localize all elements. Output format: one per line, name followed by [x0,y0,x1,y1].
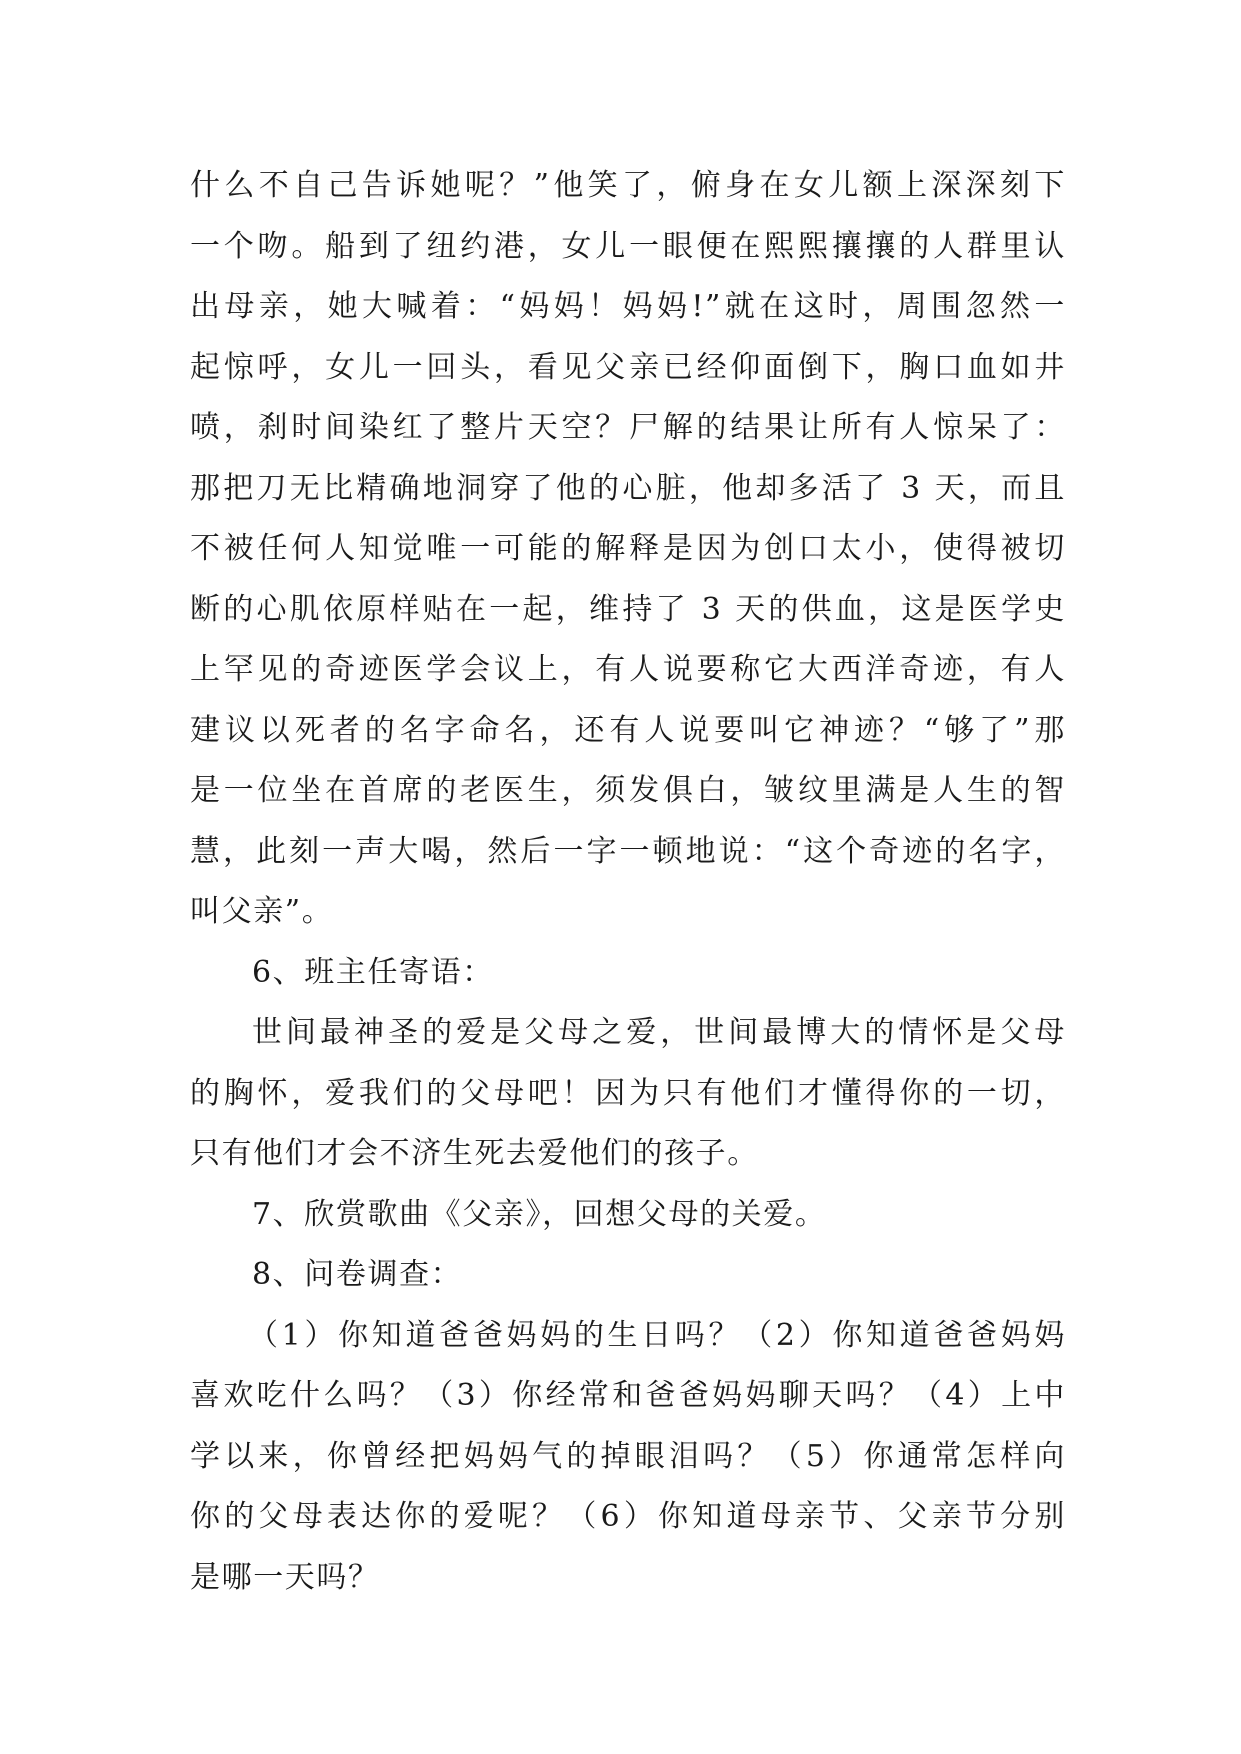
paragraph-line: 的胸怀，爱我们的父母吧！因为只有他们才懂得你的一切， [190,1075,1066,1111]
paragraph-line: 你的父母表达你的爱呢？（6）你知道母亲节、父亲节分别 [190,1499,1066,1534]
paragraph-line: 那把刀无比精确地洞穿了他的心脏，他却多活了 3 天，而且 [190,470,1066,506]
paragraph-line: 喜欢吃什么吗？（3）你经常和爸爸妈妈聊天吗？（4）上中 [190,1378,1066,1413]
paragraph-line: 起惊呼，女儿一回头，看见父亲已经仰面倒下，胸口血如井 [190,349,1066,385]
paragraph-line: 喷，刹时间染红了整片天空？尸解的结果让所有人惊呆了： [190,410,1066,445]
document-body [190,156,1066,1608]
paragraph-line: 一个吻。船到了纽约港，女儿一眼便在熙熙攘攘的人群里认 [190,228,1066,264]
paragraph-line: 世间最神圣的爱是父母之爱，世间最博大的情怀是父母 [252,1015,1066,1050]
paragraph-line: 是哪一天吗？ [190,1559,380,1595]
paragraph-line: 建议以死者的名字命名，还有人说要叫它神迹？“够了”那 [190,712,1066,748]
paragraph-line: 出母亲，她大喊着：“妈妈！妈妈!”就在这时，周围忽然一 [190,289,1066,324]
section-heading-6: 6、班主任寄语： [252,954,494,990]
paragraph-line: 慧，此刻一声大喝，然后一字一顿地说：“这个奇迹的名字， [190,833,1066,869]
teacher-message-paragraph [190,1003,1066,1185]
story-paragraph [190,156,1066,943]
section-heading-8: 8、问卷调查： [252,1257,463,1292]
section-heading-7: 7、欣赏歌曲《父亲》，回想父母的关爱。 [252,1196,827,1232]
questionnaire-paragraph [190,1306,1066,1609]
paragraph-line: 不被任何人知觉唯一可能的解释是因为创口太小，使得被切 [190,531,1066,566]
paragraph-line: 什么不自己告诉她呢？”他笑了，俯身在女儿额上深深刻下 [190,168,1066,203]
paragraph-line: （1）你知道爸爸妈妈的生日吗？（2）你知道爸爸妈妈 [248,1317,1066,1353]
paragraph-line: 叫父亲”。 [190,894,334,929]
paragraph-line: 断的心肌依原样贴在一起，维持了 3 天的供血，这是医学史 [190,591,1066,627]
paragraph-line: 上罕见的奇迹医学会议上，有人说要称它大西洋奇迹，有人 [190,652,1066,687]
paragraph-line: 是一位坐在首席的老医生，须发俱白，皱纹里满是人生的智 [190,773,1066,808]
paragraph-line: 只有他们才会不济生死去爱他们的孩子。 [190,1136,759,1171]
paragraph-line: 学以来，你曾经把妈妈气的掉眼泪吗？（5）你通常怎样向 [190,1438,1066,1474]
